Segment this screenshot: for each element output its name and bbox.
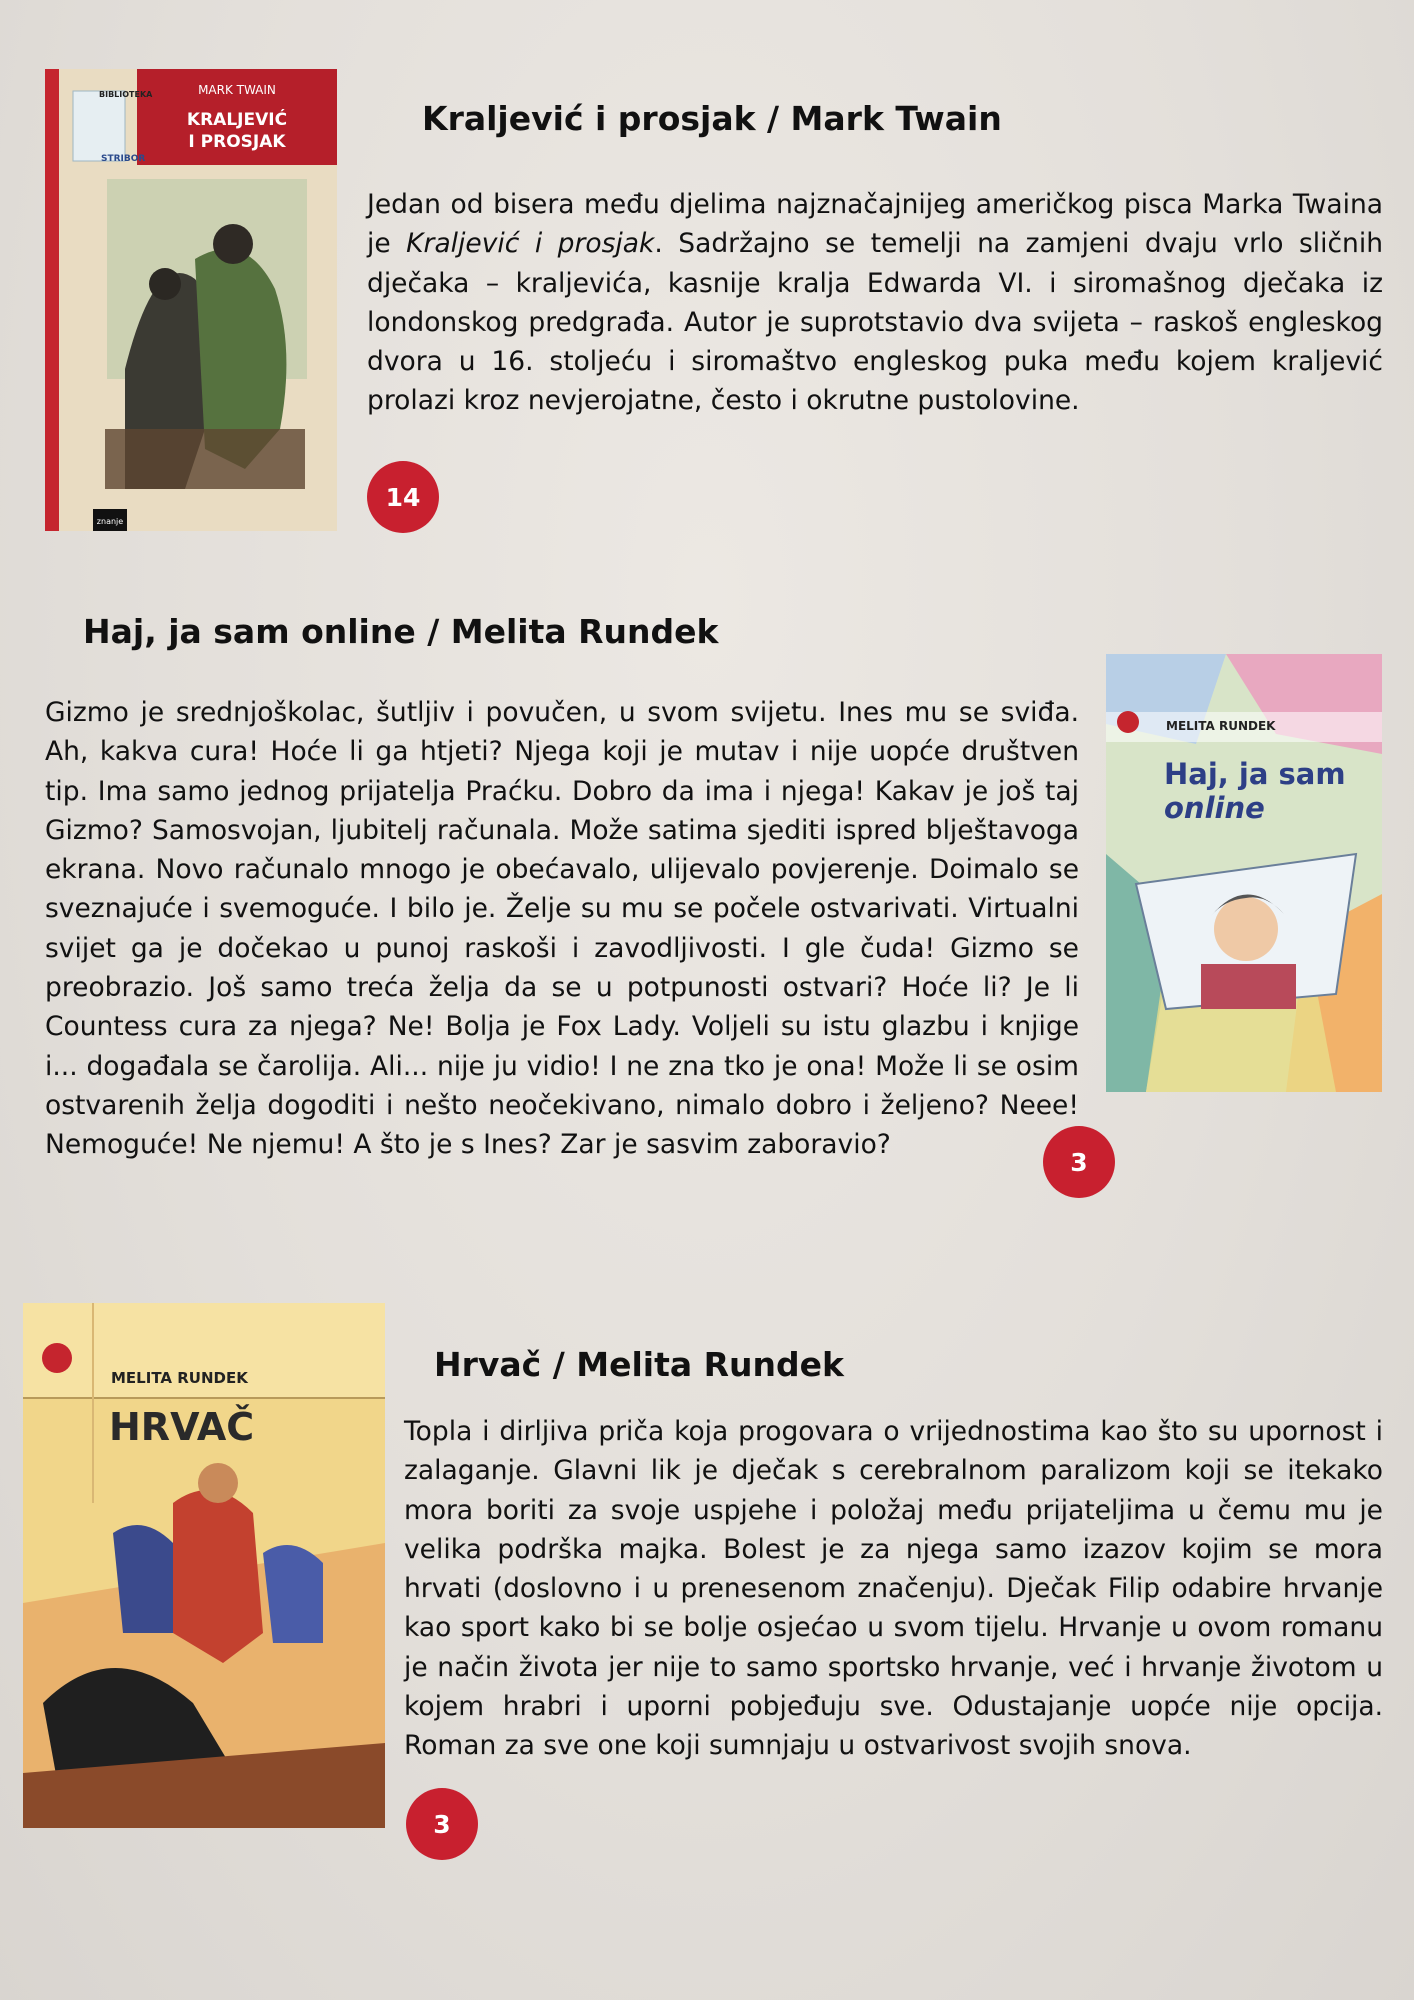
- cover-series-line2: STRIBOR: [101, 154, 146, 164]
- count-badge-kraljevic: 14: [367, 461, 439, 533]
- book-description-hrvac: Topla i dirljiva priča koja progovara o vrijednostima kao što su upornost i zalaganje. Glavni lik je dječak s cerebralnom paralizom koji se itekako mora boriti za svoje uspjehe i položaj među prijateljima u čemu mu je velika podrška majka. Bolest je za njega samo izazov kojim se mora hrvati (doslovno i u prenesenom značenju). Dječak Filip odabire hrvanje kao sport kako bi se bolje osjećao u svom tijelu. Hrvanje u ovom romanu je način života jer nije to samo sportsko hrvanje, već i hrvanje životom u kojem hrabri i uporni pobjeđuju sve. Odustajanje uopće nije opcija. Roman za sve one koji sumnjaju u ostvarivost svojih snova.: [404, 1416, 1383, 1762]
- book-title-haj-ja-sam-online: Haj, ja sam online / Melita Rundek: [83, 612, 719, 651]
- cover-author: MARK TWAIN: [198, 83, 276, 97]
- cover-title: HRVAČ: [109, 1405, 255, 1449]
- cover-author: MELITA RUNDEK: [111, 1369, 248, 1387]
- book-description-haj-ja-sam-online: Gizmo je srednjoškolac, šutljiv i povučen, u svom svijetu. Ines mu se sviđa. Ah, kakva cura! Hoće li ga htjeti? Njega koji je mutav i nije uopće društven tip. Ima samo jednog prijatelja Praćku. Dobro da ima i njega! Kakav je još taj Gizmo? Samosvojan, ljubitelj računala. Može satima sjediti ispred blještavoga ekrana. Novo računalo mnogo je obećavalo, ulijevalo povjerenje. Doimalo se sveznajuće i svemoguće. I bilo je. Želje su mu se počele ostvarivati. Virtualni svijet ga je dočekao u punoj raskoši i zavodljivosti. I gle čuda! Gizmo se preobrazio. Još samo treća želja da se u potpunosti ostvari? Hoće li? Je li Countess cura za njega? Ne! Bolja je Fox Lady. Voljeli su istu glazbu i knjige i... događala se čarolija. Ali... nije ju vidio! I ne zna tko je ona! Može li se osim ostvarenih želja dogoditi i nešto neočekivano, nimalo dobro i željeno? Neee! Nemoguće! Ne njemu! A što je s Ines? Zar je sasvim zaboravio?: [45, 697, 1079, 1161]
- book-cover-kraljevic: [45, 69, 337, 531]
- book-cover-hrvac: [23, 1303, 385, 1828]
- cover-title-line2: online: [1164, 791, 1265, 825]
- book-cover-haj-ja-sam-online: [1106, 654, 1382, 1092]
- book-title-hrvac: Hrvač / Melita Rundek: [434, 1345, 844, 1384]
- cover-title-line2: I PROSJAK: [188, 132, 286, 152]
- description-text-before: Jedan od bisera među djelima najznačajnijeg američkog pisca Marka Twaina je: [367, 189, 1383, 260]
- description-italic-title: Kraljević i prosjak: [406, 228, 655, 260]
- cover-author: MELITA RUNDEK: [1166, 719, 1276, 733]
- cover-title-line1: Haj, ja sam: [1164, 757, 1346, 791]
- count-badge-haj-ja-sam-online: 3: [1043, 1126, 1115, 1198]
- cover-title-line1: KRALJEVIĆ: [186, 110, 288, 130]
- book-description-kraljevic: [367, 185, 1383, 421]
- count-badge-hrvac: 3: [406, 1788, 478, 1860]
- description-text-after: . Sadržajno se temelji na zamjeni dvaju vrlo sličnih dječaka – kraljevića, kasnije kralja Edwarda VI. i siromašnog dječaka iz londonskog predgrađa. Autor je suprotstavio dva svijeta – raskoš engleskog dvora u 16. stoljeću i siromaštvo engleskog puka među kojem kraljević prolazi kroz nevjerojatne, često i okrutne pustolovine.: [367, 228, 1383, 417]
- cover-publisher: znanje: [96, 517, 124, 526]
- cover-series-line1: BIBLIOTEKA: [99, 90, 153, 99]
- book-title-kraljevic: Kraljević i prosjak / Mark Twain: [422, 99, 1002, 138]
